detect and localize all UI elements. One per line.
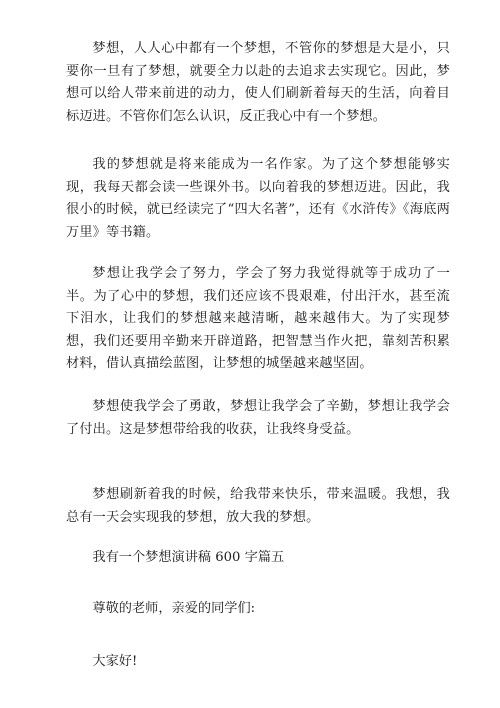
paragraph-3: 梦想让我学会了努力，学会了努力我觉得就等于成功了一半。为了心中的梦想，我们还应该不畏艰难，付出汗水，甚至流下泪水，让我们的梦想越来越清晰，越来越伟大。为了实现梦想，我们还要用辛勤来开辟道路，把智慧当作火把，靠刻苦积累材料，借认真描绘蓝图，让梦想的城堡越来越坚固。 bbox=[66, 266, 450, 371]
greeting: 大家好! bbox=[92, 654, 138, 669]
paragraph-5: 梦想刷新着我的时候，给我带来快乐，带来温暖。我想，我总有一天会实现我的梦想，放大我的梦想。 bbox=[66, 487, 450, 525]
salutation: 尊敬的老师，亲爱的同学们: bbox=[92, 601, 256, 616]
paragraph-4: 梦想使我学会了勇敢，梦想让我学会了辛勤，梦想让我学会了付出。这是梦想带给我的收获，让我终身受益。 bbox=[66, 399, 450, 437]
paragraph-2: 我的梦想就是将来能成为一名作家。为了这个梦想能够实现，我每天都会读一些课外书。以向着我的梦想迈进。因此，我很小的时候，就已经读完了“四大名著”，还有《水浒传》《海底两万里》等书籍。 bbox=[66, 157, 450, 240]
paragraph-1: 梦想，人人心中都有一个梦想，不管你的梦想是大是小，只要你一旦有了梦想，就要全力以赴的去追求去实现它。因此，梦想可以给人带来前进的动力，使人们刷新着每天的生活，向着目标迈进。不管你们怎么认识，反正我心中有一个梦想。 bbox=[66, 41, 450, 124]
section-title: 我有一个梦想演讲稿 600 字篇五 bbox=[92, 550, 285, 565]
